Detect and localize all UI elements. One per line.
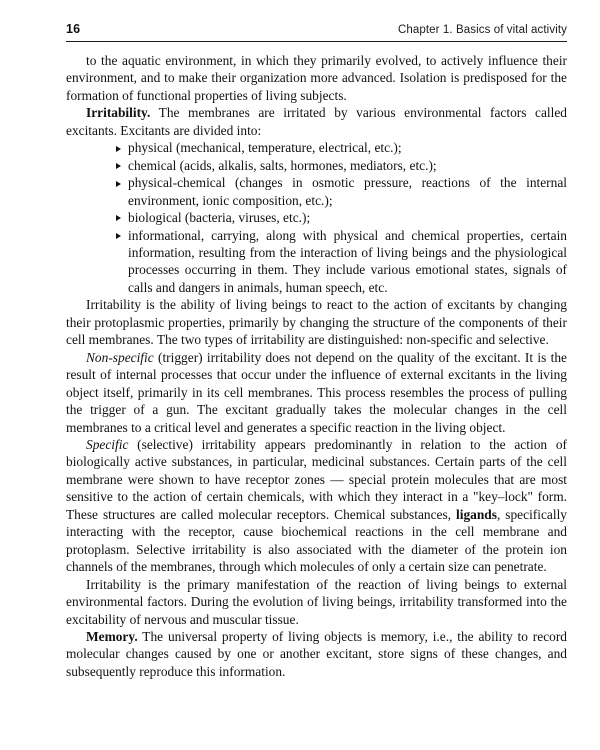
irritability-heading-run-in: Irritability. (86, 105, 151, 121)
body-text-column (66, 52, 567, 680)
page-number: 16 (66, 22, 81, 36)
specific-term: Specific (86, 436, 129, 452)
paragraph-5-text-part1: (selective) irritability appears predominantly in relation to the action of biologically active substances, in particular, medicinal substances. Certain parts of the cell membrane were shown to have receptor zones — special protein molecules that are most sensitive to the action of certain chemicals, with which they interact in a "key–lock" form. These structures are called molecular receptors. Chemical substances, (66, 436, 567, 522)
paragraph-1-text: to the aquatic environment, in which they primarily evolved, to actively influence their environment, and to make their organization more advanced. Isolation is predisposed for the formation of functional properties of living subjects. (66, 53, 567, 103)
list-item-label: physical-chemical (changes in osmotic pressure, reactions of the internal environment, ionic composition, etc.); (128, 175, 567, 208)
paragraph-continuation (66, 52, 567, 104)
triangle-bullet-icon (116, 215, 121, 221)
running-head (66, 22, 567, 36)
paragraph-3-text: Irritability is the ability of living beings to react to the action of excitants by changing their protoplasmic properties, primarily by changing the structure of the components of their cell membranes. The two types of irritability are distinguished: non-specific and selective. (66, 297, 567, 348)
paragraph-4-text: (trigger) irritability does not depend on the quality of the excitant. It is the result of internal processes that occur under the influence of external excitants in the living object itself, primarily in its cell membranes. This process resembles the process of pulling the trigger of a gun. The excitant gradually takes the molecular changes in the cell membranes to a critical level and generates a specific reaction in the living object. (66, 349, 567, 435)
list-item-label: physical (mechanical, temperature, electrical, etc.); (128, 140, 402, 156)
non-specific-term: Non-specific (86, 349, 154, 365)
paragraph-memory (66, 628, 567, 680)
paragraph-irritability-definition (66, 296, 567, 348)
excitant-types-list (66, 139, 567, 296)
list-item (66, 227, 567, 297)
list-item-label: informational, carrying, along with physical and chemical properties, certain information, resulting from the interaction of living beings and the physiological processes occurring in them. They include various emotional states, signals of calls and dangers in animals, human speech, etc. (128, 227, 567, 295)
list-item (66, 209, 567, 226)
list-item (66, 174, 567, 209)
chapter-title: Chapter 1. Basics of vital activity (397, 24, 567, 36)
triangle-bullet-icon (116, 233, 121, 239)
header-divider (66, 41, 567, 42)
triangle-bullet-icon (116, 181, 121, 187)
paragraph-irritability-intro (66, 104, 567, 139)
triangle-bullet-icon (116, 163, 121, 169)
paragraph-2-text: The membranes are irritated by various environmental factors called excitants. Excitants are divided into: (66, 105, 567, 138)
paragraph-specific (66, 436, 567, 576)
list-item-label: biological (bacteria, viruses, etc.); (128, 210, 311, 226)
ligands-term: ligands (456, 506, 497, 522)
list-item (66, 139, 567, 156)
memory-heading-run-in: Memory. (86, 628, 138, 644)
paragraph-5-text-part2: , specifically interacting with the receptor, cause biochemical reactions in the cell membrane and protoplasm. Selective irritability is also associated with the diameter of the protein ion channels of the membranes, through which molecules of only a certain size can penetrate. (66, 506, 567, 575)
paragraph-primary-manifestation (66, 576, 567, 628)
paragraph-6-text: Irritability is the primary manifestation of the reaction of living beings to external environmental factors. During the evolution of living beings, irritability transformed into the excitability of nervous and muscular tissue. (66, 576, 567, 627)
list-item-label: chemical (acids, alkalis, salts, hormones, mediators, etc.); (128, 157, 437, 173)
list-item (66, 157, 567, 174)
triangle-bullet-icon (116, 146, 121, 152)
paragraph-non-specific (66, 349, 567, 436)
paragraph-7-text: The universal property of living objects is memory, i.e., the ability to record molecular changes caused by one or another excitant, store signs of these changes, and subsequently reproduce this information. (66, 628, 567, 679)
